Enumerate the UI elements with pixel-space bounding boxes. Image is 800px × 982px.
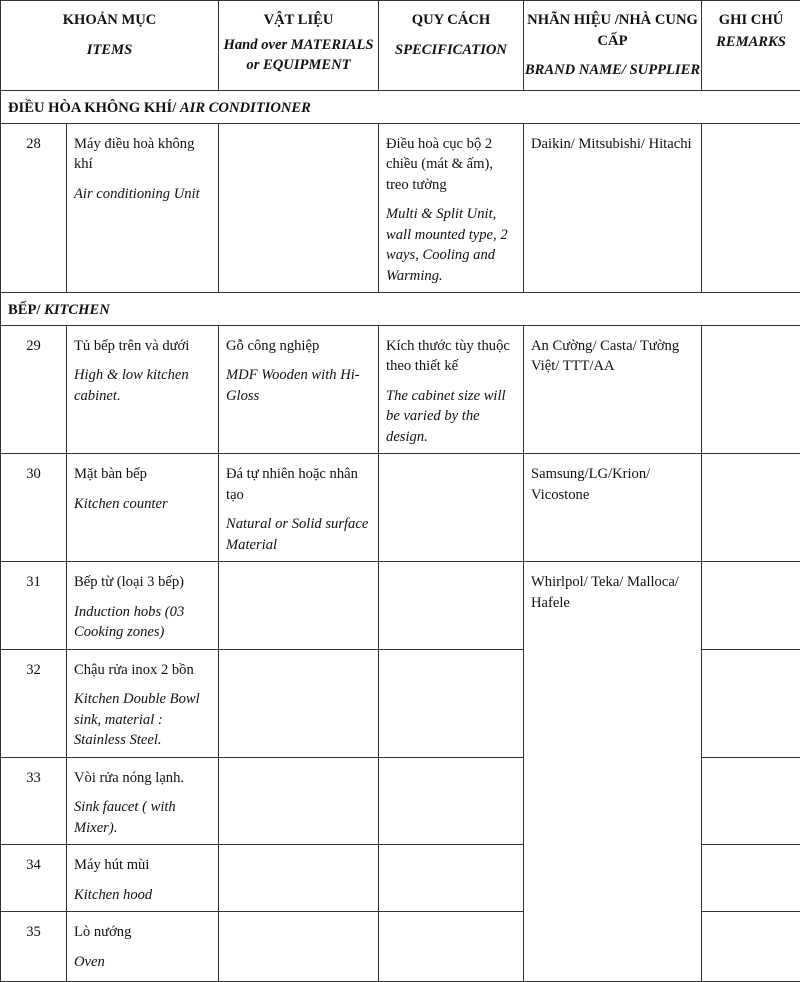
table-row (1, 454, 800, 562)
section-title: BẾP/ KITCHEN (1, 293, 800, 326)
row-number: 33 (1, 757, 67, 845)
material-cell (219, 562, 379, 650)
row-number: 34 (1, 845, 67, 912)
row-number: 29 (1, 325, 67, 454)
material-cell: Đá tự nhiên hoặc nhân tạo Natural or Solid surface Material (219, 454, 379, 562)
row-number: 35 (1, 912, 67, 982)
item-cell: Tủ bếp trên và dưới High & low kitchen cabinet. (67, 325, 219, 454)
table-row (1, 325, 800, 454)
remarks-cell (702, 562, 800, 650)
brand-cell: Daikin/ Mitsubishi/ Hitachi (524, 123, 702, 293)
remarks-header: GHI CHÚ REMARKS (702, 1, 800, 91)
row-number: 32 (1, 649, 67, 757)
material-cell (219, 649, 379, 757)
item-cell: Mặt bàn bếp Kitchen counter (67, 454, 219, 562)
specification-cell (379, 845, 524, 912)
materials-header: VẬT LIỆU Hand over MATERIALS or EQUIPMENT (219, 1, 379, 91)
specification-cell (379, 912, 524, 982)
item-cell: Lò nướng Oven (67, 912, 219, 982)
remarks-cell (702, 123, 800, 293)
specification-cell: Kích thước tùy thuộc theo thiết kế The cabinet size will be varied by the design. (379, 325, 524, 454)
material-cell (219, 757, 379, 845)
specification-header: QUY CÁCH SPECIFICATION (379, 1, 524, 91)
remarks-cell (702, 912, 800, 982)
row-number: 31 (1, 562, 67, 650)
table-row (1, 123, 800, 293)
specification-cell (379, 562, 524, 650)
section-kitchen (1, 293, 800, 326)
material-cell (219, 845, 379, 912)
remarks-cell (702, 325, 800, 454)
remarks-cell (702, 845, 800, 912)
section-title: ĐIỀU HÒA KHÔNG KHÍ/ AIR CONDITIONER (1, 91, 800, 124)
items-header: KHOẢN MỤC ITEMS (1, 1, 219, 91)
header-row (1, 1, 800, 91)
item-cell: Vòi rửa nóng lạnh. Sink faucet ( with Mixer). (67, 757, 219, 845)
row-number: 30 (1, 454, 67, 562)
item-cell: Máy hút mùi Kitchen hood (67, 845, 219, 912)
brand-cell: Whirlpol/ Teka/ Malloca/ Hafele (524, 562, 702, 982)
material-cell: Gỗ công nghiệp MDF Wooden with Hi-Gloss (219, 325, 379, 454)
item-cell: Bếp từ (loại 3 bếp) Induction hobs (03 Cooking zones) (67, 562, 219, 650)
table-row (1, 562, 800, 650)
remarks-cell (702, 454, 800, 562)
remarks-cell (702, 757, 800, 845)
remarks-cell (702, 649, 800, 757)
item-cell: Máy điều hoà không khí Air conditioning Unit (67, 123, 219, 293)
specification-cell (379, 757, 524, 845)
brand-cell: Samsung/LG/Krion/ Vicostone (524, 454, 702, 562)
section-air-conditioner (1, 91, 800, 124)
specification-cell (379, 649, 524, 757)
specification-cell: Điều hoà cục bộ 2 chiều (mát & ấm), treo tường Multi & Split Unit, wall mounted type, 2 ways, Cooling and Warming. (379, 123, 524, 293)
item-cell: Chậu rửa inox 2 bồn Kitchen Double Bowl sink, material : Stainless Steel. (67, 649, 219, 757)
brand-cell: An Cường/ Casta/ Tường Việt/ TTT/AA (524, 325, 702, 454)
specification-cell (379, 454, 524, 562)
brand-header: NHÃN HIỆU /NHÀ CUNG CẤP BRAND NAME/ SUPPLIER (524, 1, 702, 91)
row-number: 28 (1, 123, 67, 293)
material-cell (219, 912, 379, 982)
material-cell (219, 123, 379, 293)
